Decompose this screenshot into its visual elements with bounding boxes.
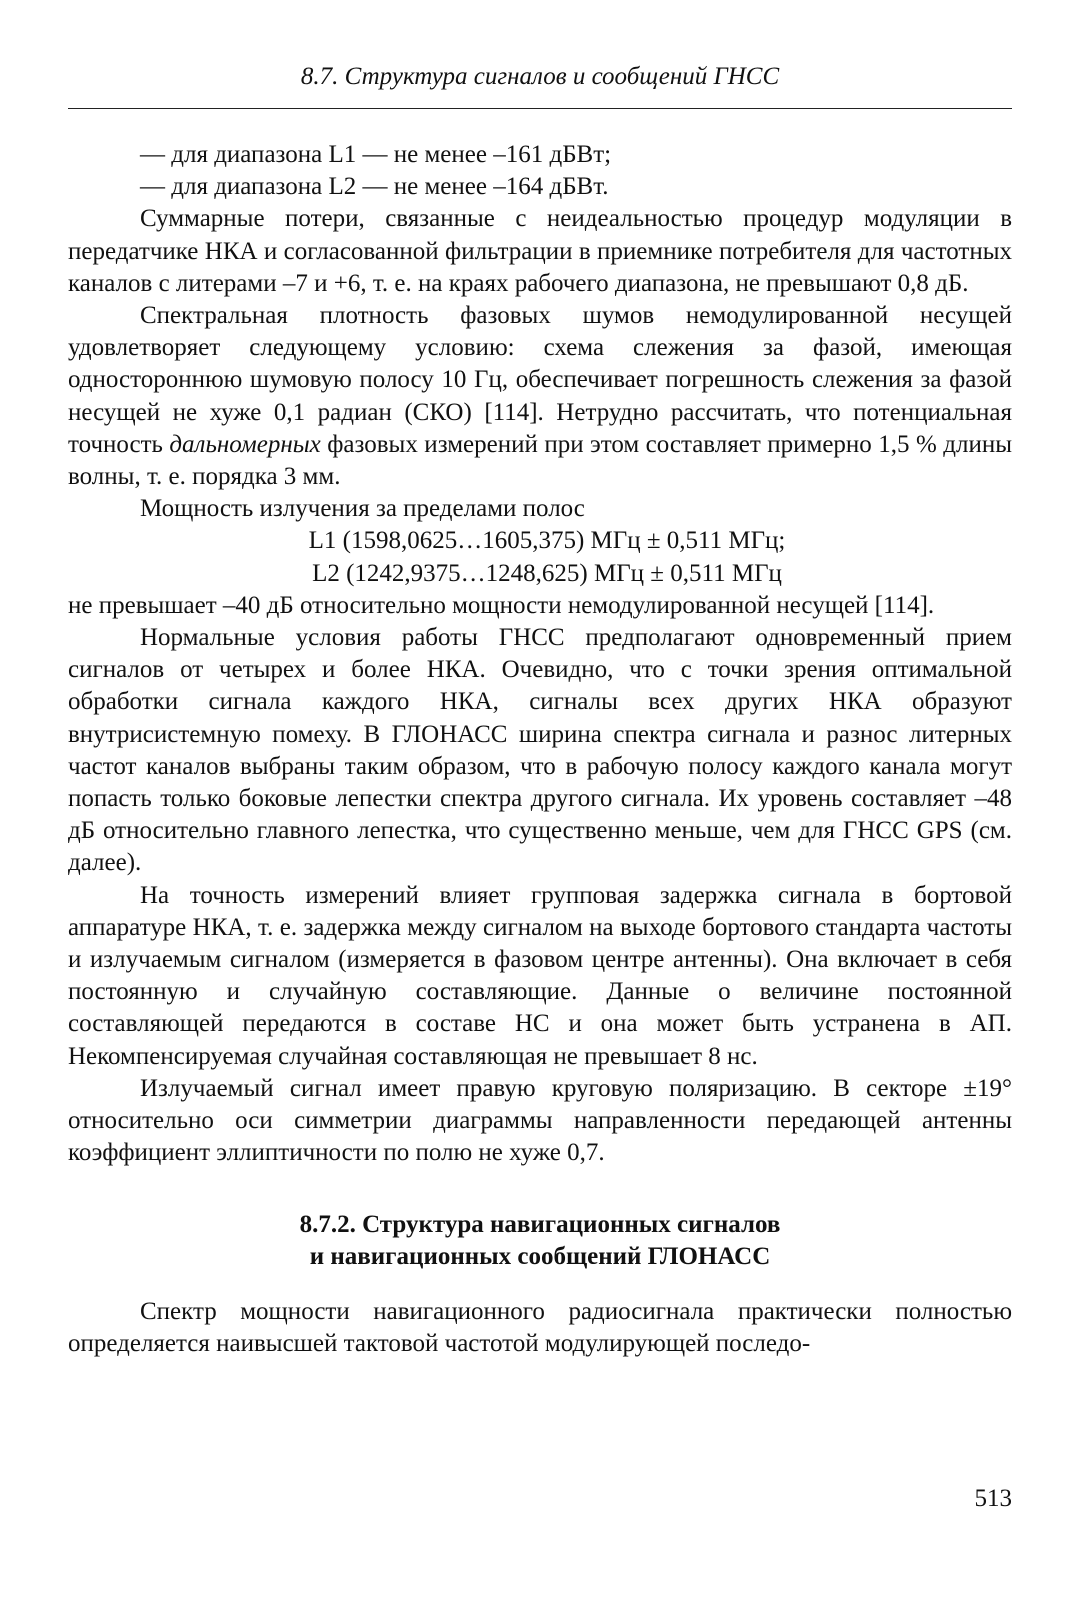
paragraph: Нормальные условия работы ГНСС предполагают одновременный прием сигналов от четырех и более НКА. Очевидно, что с точки зрения оптимальной обработки сигнала каждого НКА, сигналы всех других НКА образуют внутрисистемную помеху. В ГЛОНАСС ширина спектра сигнала и разнос литерных частот каналов выбраны таким образом, что в рабочую полосу каждого канала могут попасть только боковые лепестки спектра другого сигнала. Их уровень составляет –48 дБ относительно главного лепестка, что существенно меньше, чем для ГНСС GPS (см. далее).	[68, 624, 1012, 877]
list-item-l1: — для диапазона L1 — не менее –161 дБВт;	[140, 141, 612, 168]
header-rule	[68, 108, 1012, 109]
page-number: 513	[974, 1485, 1012, 1512]
running-header: 8.7. Структура сигналов и сообщений ГНСС	[300, 63, 780, 90]
list-item-l2: — для диапазона L2 — не менее –164 дБВт.	[140, 173, 609, 201]
paragraph-text: Спектральная плотность фазовых шумов немодулированной несущей удовлетворяет следующему условию: схема слежения за фазой, имеющая одностороннюю шумовую полосу 10 Гц, обеспечивает погрешность слежения за фазой несущей не хуже 0,1 радиан (СКО) [114]. Нетрудно рассчитать, что потенциальная точность	[68, 302, 1012, 458]
formula-line: L2 (1242,9375…1248,625) МГц ± 0,511 МГц	[312, 559, 782, 587]
spacer	[68, 1273, 1012, 1296]
spacer	[68, 1170, 1012, 1209]
emphasis-text: дальномерных	[169, 430, 321, 458]
section-heading: 8.7.2. Структура навигационных сигналов	[299, 1210, 781, 1238]
page-body	[68, 139, 1012, 1360]
paragraph: На точность измерений влияет групповая задержка сигнала в бортовой аппаратуре НКА, т. е. задержка между сигналом на выходе бортового стандарта частоты и излучаемым сигналом (измеряется в фазовом центре антенны). Она включает в себя постоянную и случайную составляющие. Данные о величине постоянной составляющей передаются в составе НС и она может быть устранена в АП. Некомпенсируемая случайная составляющая не превышает 8 нс.	[68, 881, 1012, 1070]
paragraph: Мощность излучения за пределами полос	[140, 495, 585, 523]
paragraph: Излучаемый сигнал имеет правую круговую поляризацию. В секторе ±19° относительно оси симметрии диаграммы направленности передающей антенны коэффициент эллиптичности по полю не хуже 0,7.	[68, 1074, 1012, 1167]
section-heading: и навигационных сообщений ГЛОНАСС	[309, 1242, 771, 1270]
paragraph: Спектр мощности навигационного радиосигнала практически полностью определяется наивысшей тактовой частотой модулирующей последо-	[68, 1297, 1012, 1358]
paragraph-text: фазовых измерений при этом составляет примерно 1,5 % длины волны, т. е. порядка 3 мм.	[68, 430, 1012, 491]
formula-line: L1 (1598,0625…1605,375) МГц ± 0,511 МГц;	[308, 527, 786, 555]
paragraph: Суммарные потери, связанные с неидеальностью процедур модуляции в передатчике НКА и согласованной фильтрации в приемнике потребителя для частотных каналов с литерами –7 и +6, т. е. на краях рабочего диапазона, не превышают 0,8 дБ.	[68, 205, 1012, 297]
paragraph: не превышает –40 дБ относительно мощности немодулированной несущей [114].	[68, 591, 935, 619]
paragraph	[68, 300, 1012, 493]
